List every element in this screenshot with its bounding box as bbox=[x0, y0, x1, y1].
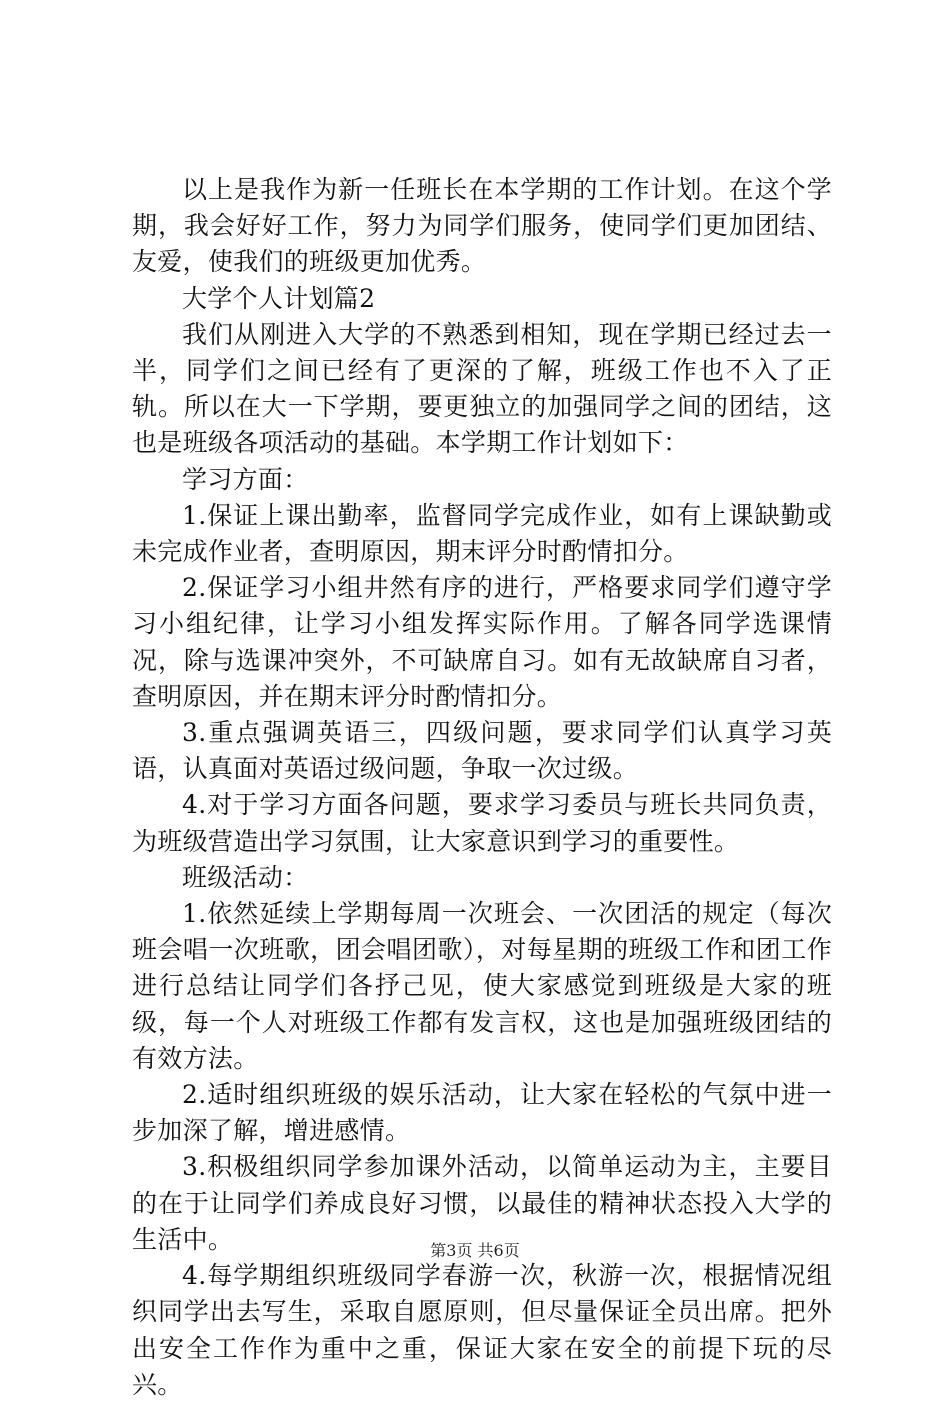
page-number-footer: 第3页 共6页 bbox=[430, 1241, 520, 1260]
paragraph-closing-remarks: 以上是我作为新一任班长在本学期的工作计划。在这个学期，我会好好工作，努力为同学们服务，使同学们更加团结、友爱，使我们的班级更加优秀。 bbox=[132, 175, 832, 277]
activity-item-4: 4.每学期组织班级同学春游一次，秋游一次，根据情况组织同学出去写生，采取自愿原则，但尽量保证全员出席。把外出安全工作作为重中之重，保证大家在安全的前提下玩的尽兴。 bbox=[132, 1261, 832, 1399]
activity-item-2: 2.适时组织班级的娱乐活动，让大家在轻松的气氛中进一步加深了解，增进感情。 bbox=[132, 1080, 832, 1146]
activity-item-3: 3.积极组织同学参加课外活动，以简单运动为主，主要目的在于让同学们养成良好习惯，以最佳的精神状态投入大学的生活中。 bbox=[132, 1152, 832, 1254]
activity-item-1: 1.依然延续上学期每周一次班会、一次团活的规定（每次班会唱一次班歌，团会唱团歌），对每星期的班级工作和团工作进行总结让同学们各抒己见，使大家感觉到班级是大家的班级，每一个人对班级工作都有发言权，这也是加强班级团结的有效方法。 bbox=[132, 899, 832, 1073]
subheading-class-activities: 班级活动： bbox=[182, 862, 309, 892]
section-heading-plan-2: 大学个人计划篇2 bbox=[182, 283, 376, 313]
study-item-2: 2.保证学习小组井然有序的进行，严格要求同学们遵守学习小组纪律，让学习小组发挥实际作用。了解各同学选课情况，除与选课冲突外，不可缺席自习。如有无故缺席自习者，查明原因，并在期末评分时酌情扣分。 bbox=[132, 573, 832, 711]
study-item-3: 3.重点强调英语三，四级问题，要求同学们认真学习英语，认真面对英语过级问题，争取一次过级。 bbox=[132, 718, 832, 784]
study-item-1: 1.保证上课出勤率，监督同学完成作业，如有上课缺勤或未完成作业者，查明原因，期末评分时酌情扣分。 bbox=[132, 500, 832, 567]
study-item-4: 4.对于学习方面各问题，要求学习委员与班长共同负责，为班级营造出学习氛围，让大家意识到学习的重要性。 bbox=[132, 790, 832, 856]
paragraph-intro: 我们从刚进入大学的不熟悉到相知，现在学期已经过去一半，同学们之间已经有了更深的了解，班级工作也不入了正轨。所以在大一下学期，要更独立的加强同学之间的团结，这也是班级各项活动的基础。本学期工作计划如下： bbox=[132, 319, 832, 458]
subheading-study: 学习方面： bbox=[182, 464, 309, 494]
document-body bbox=[132, 172, 832, 1403]
